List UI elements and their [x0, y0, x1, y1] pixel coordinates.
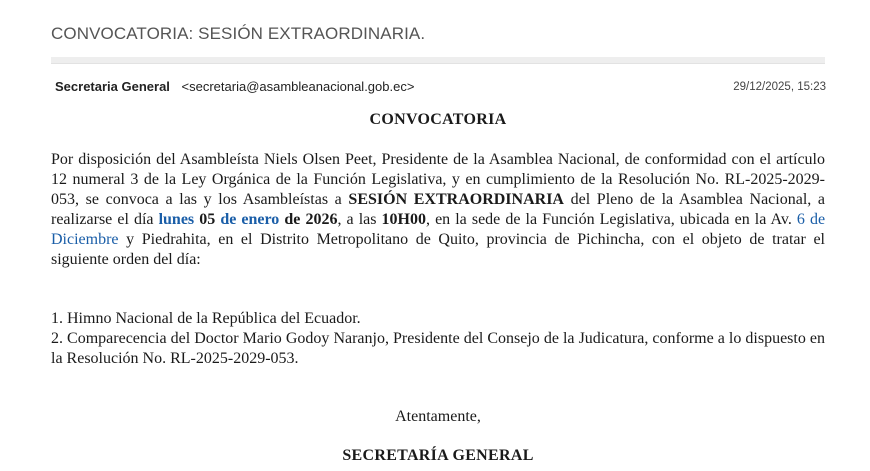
- para-text-2: del Pleno de la Asamblea Nacional, a realizarse el día: [51, 191, 825, 228]
- para-text-1: Por disposición del Asambleísta Niels Olsen Peet, Presidente de la Asamblea Nacional, de conformidad con el artículo 12 numeral 3 de la Ley Orgánica de la Función Legislativa, y en cumplimiento de la Resolución No. RL-2025-2029-053, se convoca a las y los Asambleístas a: [51, 151, 825, 208]
- sender-email[interactable]: <secretaria@asambleanacional.gob.ec>: [181, 79, 415, 94]
- convocation-paragraph: [51, 150, 825, 270]
- agenda-item: 1. Himno Nacional de la República del Ecuador.: [51, 310, 361, 327]
- email-subject: CONVOCATORIA: SESIÓN EXTRAORDINARIA.: [51, 24, 426, 43]
- agenda-list: [51, 309, 825, 369]
- date-day-number: 05: [199, 211, 216, 228]
- date-day-name[interactable]: lunes: [158, 211, 195, 228]
- closing-salutation: Atentamente,: [395, 408, 481, 425]
- date-year: 2026: [305, 211, 338, 228]
- document-heading: CONVOCATORIA: [369, 111, 507, 128]
- para-text-3: , a las: [337, 211, 382, 228]
- agenda-item: 2. Comparecencia del Doctor Mario Godoy Naranjo, Presidente del Consejo de la Judicatura, conforme a lo dispuesto en la Resolución No. RL-2025-2029-053.: [51, 330, 825, 367]
- email-date: 29/12/2025, 15:23: [733, 81, 826, 93]
- sender-info[interactable]: [55, 79, 414, 94]
- date-de-link[interactable]: de: [220, 211, 237, 228]
- para-text-4: , en la sede de la Función Legislativa, ubicada en la Av.: [426, 211, 797, 228]
- date-de: de: [284, 211, 301, 228]
- date-month[interactable]: enero: [241, 211, 280, 228]
- avenue-link[interactable]: 6 de Diciembre: [51, 211, 826, 248]
- signature: SECRETARÍA GENERAL: [342, 447, 534, 464]
- session-type: SESIÓN EXTRAORDINARIA: [348, 191, 564, 208]
- header-divider: [51, 57, 825, 64]
- sender-name[interactable]: Secretaria General: [55, 79, 170, 94]
- para-text-5: y Piedrahita, en el Distrito Metropolitano de Quito, provincia de Pichincha, con el objeto de tratar el siguiente orden del día:: [51, 231, 825, 268]
- session-time: 10H00: [381, 211, 426, 228]
